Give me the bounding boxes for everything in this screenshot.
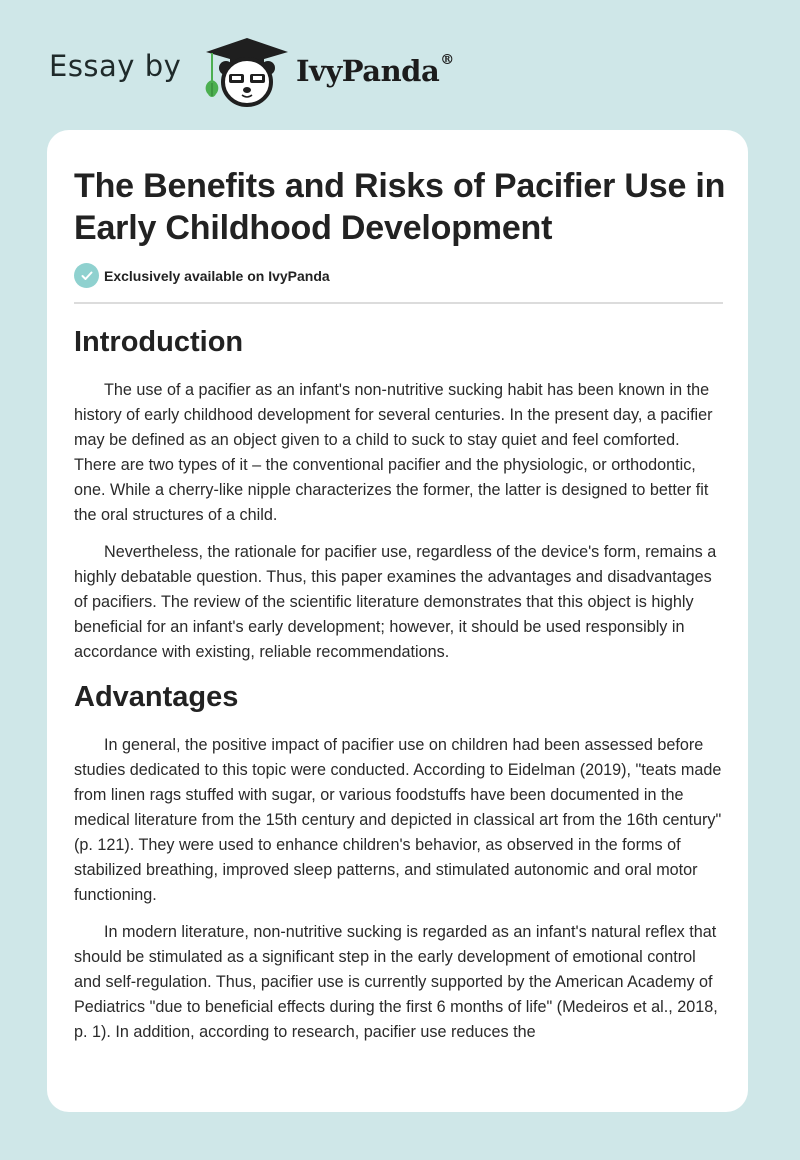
section-advantages — [74, 677, 726, 1045]
essay-content — [74, 322, 726, 1057]
brand-label: IvyPanda — [296, 54, 440, 88]
section-heading: Advantages — [74, 681, 239, 713]
section-introduction — [74, 322, 726, 665]
essay-card — [47, 130, 748, 1112]
exclusive-text: Exclusively available on IvyPanda — [104, 267, 330, 284]
paragraph: The use of a pacifier as an infant's non-nutritive sucking habit has been known in the history of early childhood development for several centuries. In the present day, a pacifier may be defined as an object given to a child to suck to stay quiet and feel comforted. There are two types of it – the conventional pacifier and the physiologic, or orthodontic, one. While a cherry-like nipple characterizes the former, the latter is designed to better fit the oral structures of a child. — [74, 381, 713, 524]
essay-by-label: Essay by — [49, 49, 182, 83]
check-circle-icon — [74, 263, 99, 288]
paragraph: Nevertheless, the rationale for pacifier use, regardless of the device's form, remains a highly debatable question. Thus, this paper examines the advantages and disadvantages of pacifiers. The review of the scientific literature demonstrates that this object is highly beneficial for an infant's early development; however, it should be used responsibly in accordance with existing, reliable recommendations. — [74, 543, 717, 661]
panda-graduation-cap-icon[interactable] — [202, 36, 292, 108]
site-header — [0, 0, 800, 130]
section-heading: Introduction — [74, 326, 244, 358]
paragraph: In modern literature, non-nutritive sucking is regarded as an infant's natural reflex that should be stimulated as a significant step in the early development of emotional control and self-regulation. Thus, pacifier use is currently supported by the American Academy of Pediatrics "due to beneficial effects during the first 6 months of life" (Medeiros et al., 2018, p. 1). In addition, according to research, pacifier use reduces the — [74, 923, 718, 1041]
brand-name[interactable] — [296, 54, 454, 88]
registered-mark: ® — [440, 52, 454, 68]
paragraph: In general, the positive impact of pacifier use on children had been assessed before studies dedicated to this topic were conducted. According to Eidelman (2019), "teats made from linen rags stuffed with sugar, or various foodstuffs have been documented in the medical literature from the 15th century and depicted in classical art from the 16th century" (p. 121). They were used to enhance children's behavior, as observed in the forms of stabilized breathing, improved sleep patterns, and stimulated autonomic and oral motor functioning. — [74, 736, 722, 904]
essay-title: The Benefits and Risks of Pacifier Use in Early Childhood Development — [74, 167, 726, 247]
exclusive-badge — [74, 263, 330, 288]
divider — [74, 302, 723, 304]
